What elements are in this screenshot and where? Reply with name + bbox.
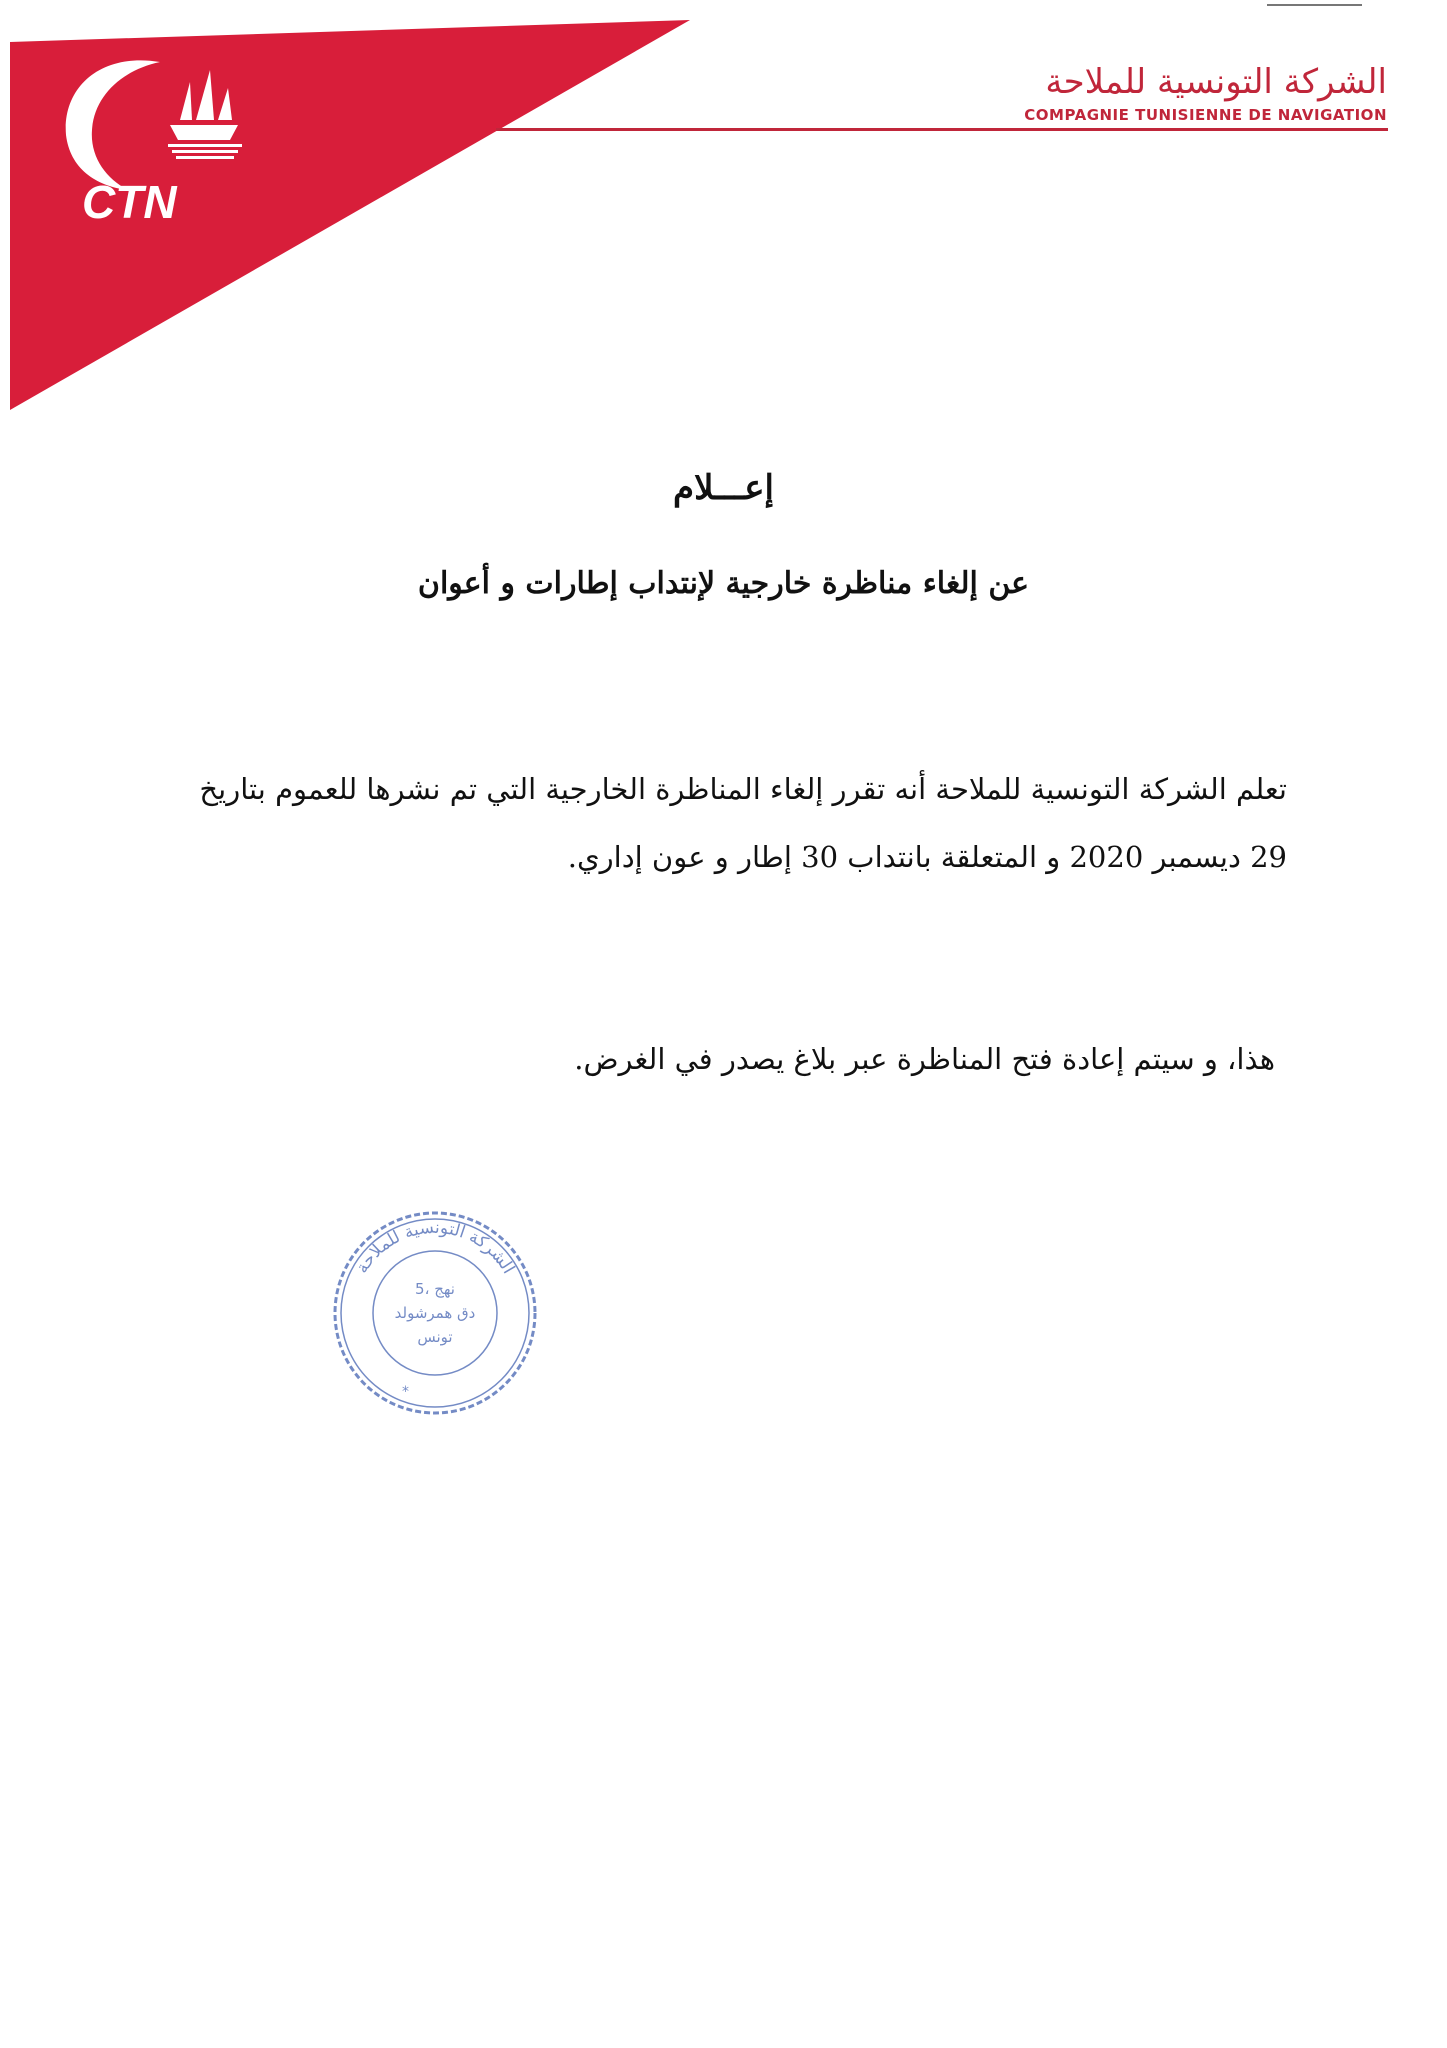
company-name-french: COMPAGNIE TUNISIENNE DE NAVIGATION — [1024, 106, 1387, 124]
header-divider — [496, 128, 1388, 131]
paragraph-1-line-1: تعلم الشركة التونسية للملاحة أنه تقرر إلغاء المناظرة الخارجية التي تم نشرها للعموم بتاريخ — [199, 772, 1287, 806]
announcement-subtitle: عن إلغاء مناظرة خارجية لإنتداب إطارات و أعوان — [417, 566, 1030, 601]
svg-text:الشركة التونسية للملاحة — [352, 1218, 518, 1278]
stamp-line-1: 5، نهج — [415, 1280, 455, 1298]
stamp-line-2: دق همرشولد — [394, 1304, 476, 1322]
stamp-star-icon: * — [402, 1384, 409, 1400]
stamp-outer-text: الشركة التونسية للملاحة — [352, 1217, 519, 1278]
announcement-title: إعـــلام — [673, 468, 774, 508]
paragraph-1-line-2: 29 ديسمبر 2020 و المتعلقة بانتداب 30 إطار و عون إداري. — [567, 840, 1287, 874]
top-rule — [1267, 4, 1362, 6]
company-name-arabic: الشركة التونسية للملاحة — [1045, 62, 1387, 102]
company-stamp — [330, 1208, 540, 1418]
stamp-line-3: تونس — [417, 1328, 453, 1346]
logo-text: CTN — [82, 176, 177, 228]
header-banner — [0, 0, 700, 430]
paragraph-2: هذا، و سيتم إعادة فتح المناظرة عبر بلاغ يصدر في الغرض. — [574, 1042, 1275, 1076]
